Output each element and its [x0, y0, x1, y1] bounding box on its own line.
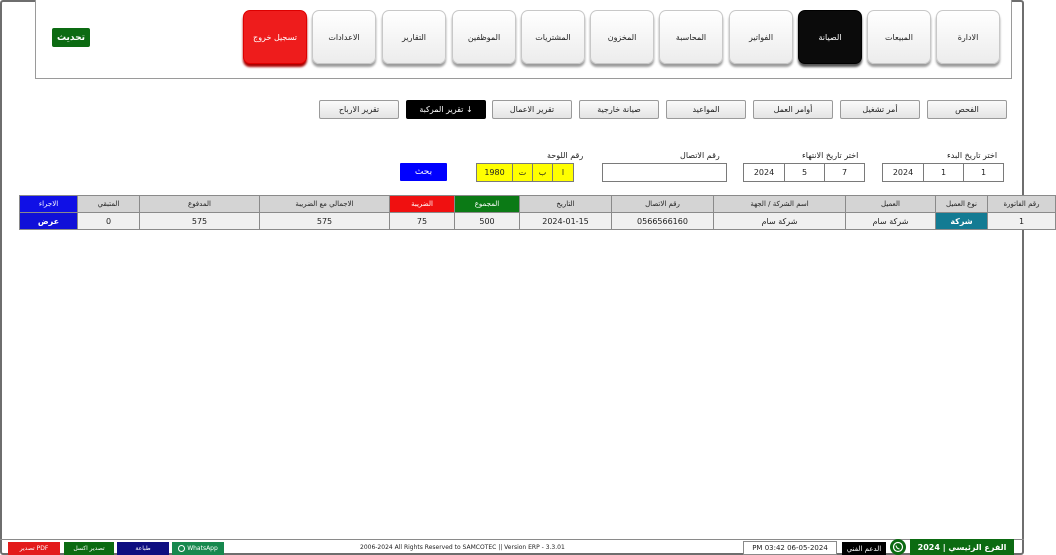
nav-purchases[interactable]	[521, 10, 585, 64]
col-remaining: المتبقي	[78, 196, 140, 213]
nav-label: المشتريات	[535, 32, 571, 42]
table-header-row	[20, 196, 1056, 213]
col-total-with-tax: الاجمالي مع الضريبة	[260, 196, 390, 213]
col-client-type: نوع العميل	[936, 196, 988, 213]
col-client: العميل	[846, 196, 936, 213]
plate-letter-1-field[interactable]: ا	[552, 163, 574, 182]
logout-button[interactable]	[243, 10, 307, 64]
col-date: التاريخ	[520, 196, 612, 213]
nav-sales[interactable]	[867, 10, 931, 64]
end-year-field[interactable]: 2024	[743, 163, 785, 182]
branch-label: الفرع الرئيسي | 2024	[910, 539, 1014, 555]
nav-label: تسجيل خروج	[253, 32, 297, 42]
cell-total-with-tax: 575	[260, 213, 390, 230]
nav-label: الادارة	[957, 32, 979, 42]
cell-client: شركة سام	[846, 213, 936, 230]
print-button[interactable]: طباعة	[117, 542, 169, 555]
nav-employees[interactable]	[452, 10, 516, 64]
client-type-badge: شركة	[936, 213, 988, 230]
nav-label: الصيانة	[818, 32, 842, 42]
start-date-label: اختر تاريخ البدء	[947, 151, 998, 160]
nav-settings[interactable]	[312, 10, 376, 64]
nav-label: الاعدادات	[328, 32, 360, 42]
copyright-text: 2006-2024 All Rights Reserved to SAMCOTEC || Version ERP - 3.3.01	[360, 544, 565, 551]
phone-label: رقم الاتصال	[680, 151, 720, 160]
cell-phone: 0566566160	[612, 213, 714, 230]
footer-divider	[0, 539, 1024, 540]
cell-total: 500	[455, 213, 520, 230]
col-phone: رقم الاتصال	[612, 196, 714, 213]
whatsapp-label: WhatsApp	[187, 545, 218, 552]
cell-date: 2024-01-15	[520, 213, 612, 230]
nav-label: المحاسبة	[675, 32, 707, 42]
datetime-display: PM 03:42 06-05-2024	[743, 541, 837, 555]
nav-maintenance[interactable]	[798, 10, 862, 64]
end-month-field[interactable]: 5	[784, 163, 825, 182]
whatsapp-icon	[178, 545, 185, 552]
support-button[interactable]: الدعم الفني	[842, 542, 886, 555]
nav-invoices[interactable]	[729, 10, 793, 64]
nav-label: الموظفين	[467, 32, 501, 42]
col-paid: المدفوع	[140, 196, 260, 213]
plate-number-field[interactable]: 1980	[476, 163, 513, 182]
nav-accounting[interactable]	[659, 10, 723, 64]
col-total: المجموع	[455, 196, 520, 213]
col-company: اسم الشركة / الجهة	[714, 196, 846, 213]
tab-inspection[interactable]: الفحص	[927, 100, 1007, 119]
phone-input[interactable]	[602, 163, 727, 182]
col-tax: الضريبة	[390, 196, 455, 213]
whatsapp-button[interactable]	[172, 542, 224, 555]
whatsapp-icon[interactable]	[890, 539, 906, 555]
cell-paid: 575	[140, 213, 260, 230]
view-button[interactable]: عرض	[20, 213, 78, 230]
cell-company: شركة سام	[714, 213, 846, 230]
nav-label: الفواتير	[748, 32, 774, 42]
refresh-button[interactable]: تحديث	[52, 28, 90, 47]
nav-label: المبيعات	[885, 32, 913, 42]
export-pdf-button[interactable]: تصدير PDF	[8, 542, 60, 555]
plate-letter-3-field[interactable]: ت	[512, 163, 533, 182]
nav-reports[interactable]	[382, 10, 446, 64]
nav-administration[interactable]	[936, 10, 1000, 64]
tab-vehicle-report[interactable]: تقرير المركبة ↓	[406, 100, 486, 119]
col-invoice-no: رقم الفاتورة	[988, 196, 1056, 213]
tab-appointments[interactable]: المواعيد	[666, 100, 746, 119]
plate-letter-2-field[interactable]: ب	[532, 163, 553, 182]
nav-inventory[interactable]	[590, 10, 654, 64]
start-day-field[interactable]: 1	[963, 163, 1004, 182]
cell-tax: 75	[390, 213, 455, 230]
tab-work-report[interactable]: تقرير الاعمال	[492, 100, 572, 119]
col-action: الاجراء	[20, 196, 78, 213]
tab-profit-report[interactable]: تقرير الارباح	[319, 100, 399, 119]
table-row[interactable]	[20, 213, 1056, 230]
nav-label: التقارير	[401, 32, 427, 42]
tab-operation-order[interactable]: أمر تشغيل	[840, 100, 920, 119]
end-date-label: اختر تاريخ الانتهاء	[802, 151, 859, 160]
search-button[interactable]: بحث	[400, 163, 447, 181]
cell-remaining: 0	[78, 213, 140, 230]
nav-label: المخزون	[607, 32, 637, 42]
tab-external-maintenance[interactable]: صيانة خارجية	[579, 100, 659, 119]
start-year-field[interactable]: 2024	[882, 163, 924, 182]
invoice-table	[19, 195, 1056, 230]
cell-invoice-no: 1	[988, 213, 1056, 230]
plate-label: رقم اللوحة	[547, 151, 584, 160]
end-day-field[interactable]: 7	[824, 163, 865, 182]
export-excel-button[interactable]: تصدير اكسل	[64, 542, 114, 555]
start-month-field[interactable]: 1	[923, 163, 964, 182]
tab-work-orders[interactable]: أوامر العمل	[753, 100, 833, 119]
